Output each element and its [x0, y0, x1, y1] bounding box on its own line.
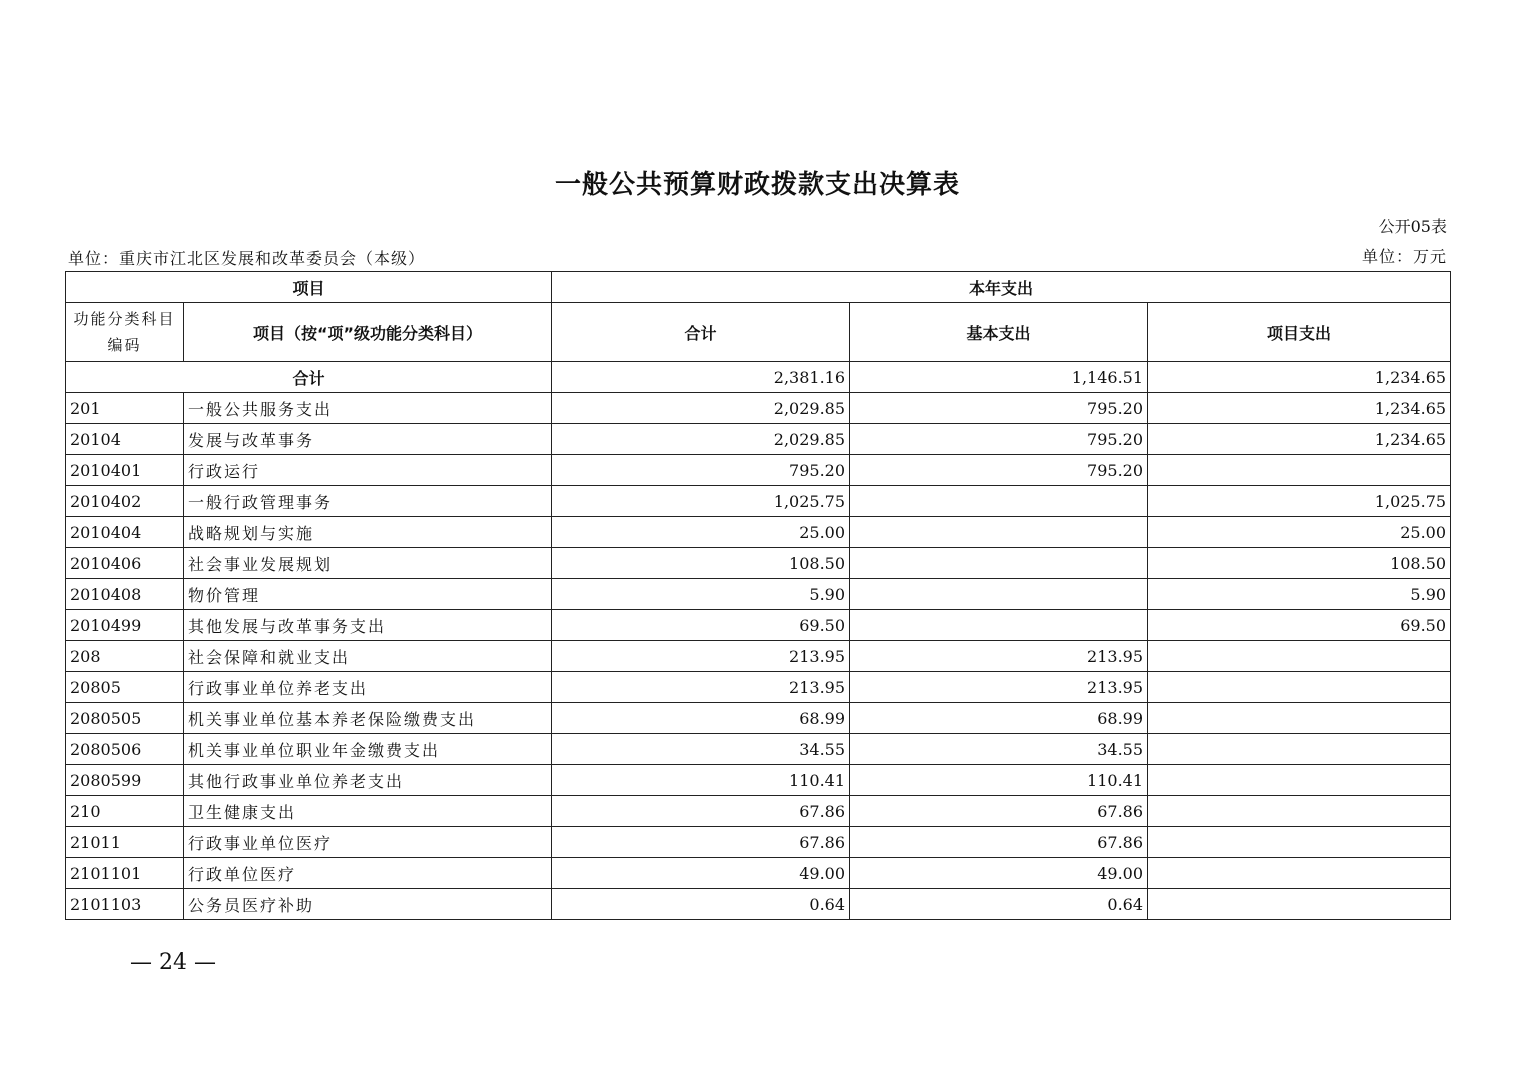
unit-organization: 单位：重庆市江北区发展和改革委员会（本级）: [68, 249, 426, 268]
row-name: 战略规划与实施: [184, 517, 552, 548]
row-code: 201: [66, 393, 184, 424]
row-total: 68.99: [552, 703, 850, 734]
row-basic: 49.00: [850, 858, 1148, 889]
row-code: 2080505: [66, 703, 184, 734]
row-project: 25.00: [1148, 517, 1451, 548]
row-name: 一般公共服务支出: [184, 393, 552, 424]
table-row: [66, 548, 1451, 579]
row-basic: [850, 517, 1148, 548]
row-code: 21011: [66, 827, 184, 858]
row-code: 2010499: [66, 610, 184, 641]
row-basic: 110.41: [850, 765, 1148, 796]
form-number: 公开05表: [1378, 217, 1447, 236]
row-name: 社会事业发展规划: [184, 548, 552, 579]
row-name: 卫生健康支出: [184, 796, 552, 827]
row-basic: [850, 579, 1148, 610]
table-row: [66, 796, 1451, 827]
row-name: 机关事业单位基本养老保险缴费支出: [184, 703, 552, 734]
row-project: 1,025.75: [1148, 486, 1451, 517]
row-total: 795.20: [552, 455, 850, 486]
row-code: 2080506: [66, 734, 184, 765]
row-project: 108.50: [1148, 548, 1451, 579]
row-basic: 213.95: [850, 672, 1148, 703]
row-code: 2010401: [66, 455, 184, 486]
header-project: 项目支出: [1148, 303, 1451, 362]
row-name: 行政事业单位医疗: [184, 827, 552, 858]
unit-currency: 单位：万元: [1361, 247, 1447, 266]
row-basic: 0.64: [850, 889, 1148, 920]
row-total: 108.50: [552, 548, 850, 579]
total-basic: 1,146.51: [850, 362, 1148, 393]
row-name: 社会保障和就业支出: [184, 641, 552, 672]
row-total: 67.86: [552, 827, 850, 858]
table-row: [66, 734, 1451, 765]
row-name: 公务员医疗补助: [184, 889, 552, 920]
row-code: 2010408: [66, 579, 184, 610]
row-total: 25.00: [552, 517, 850, 548]
row-code: 2101101: [66, 858, 184, 889]
table-row: [66, 672, 1451, 703]
table-row: [66, 517, 1451, 548]
row-project: [1148, 641, 1451, 672]
row-basic: [850, 548, 1148, 579]
row-total: 49.00: [552, 858, 850, 889]
row-total: 0.64: [552, 889, 850, 920]
row-name: 一般行政管理事务: [184, 486, 552, 517]
row-name: 行政单位医疗: [184, 858, 552, 889]
table-row: [66, 424, 1451, 455]
row-basic: 213.95: [850, 641, 1148, 672]
row-project: 5.90: [1148, 579, 1451, 610]
header-name: 项目（按“项”级功能分类科目）: [184, 303, 552, 362]
row-code: 2080599: [66, 765, 184, 796]
row-basic: 795.20: [850, 393, 1148, 424]
row-total: 1,025.75: [552, 486, 850, 517]
row-total: 110.41: [552, 765, 850, 796]
row-total: 5.90: [552, 579, 850, 610]
row-basic: [850, 486, 1148, 517]
row-code: 2010404: [66, 517, 184, 548]
row-project: [1148, 455, 1451, 486]
row-basic: [850, 610, 1148, 641]
row-project: 69.50: [1148, 610, 1451, 641]
row-code: 208: [66, 641, 184, 672]
row-project: [1148, 734, 1451, 765]
row-basic: 67.86: [850, 796, 1148, 827]
row-total: 69.50: [552, 610, 850, 641]
header-group-item: 项目: [66, 272, 552, 303]
budget-table: [65, 271, 1451, 920]
row-name: 行政运行: [184, 455, 552, 486]
row-name: 机关事业单位职业年金缴费支出: [184, 734, 552, 765]
row-project: [1148, 858, 1451, 889]
row-total: 213.95: [552, 672, 850, 703]
row-basic: 34.55: [850, 734, 1148, 765]
row-total: 67.86: [552, 796, 850, 827]
table-row: [66, 827, 1451, 858]
total-row: [66, 362, 1451, 393]
row-basic: 67.86: [850, 827, 1148, 858]
row-name: 发展与改革事务: [184, 424, 552, 455]
row-total: 34.55: [552, 734, 850, 765]
table-row: [66, 393, 1451, 424]
header-total: 合计: [552, 303, 850, 362]
row-project: 1,234.65: [1148, 393, 1451, 424]
row-project: 1,234.65: [1148, 424, 1451, 455]
row-project: [1148, 796, 1451, 827]
row-name: 其他行政事业单位养老支出: [184, 765, 552, 796]
table-row: [66, 889, 1451, 920]
row-project: [1148, 703, 1451, 734]
total-label: 合计: [66, 362, 552, 393]
row-total: 2,029.85: [552, 424, 850, 455]
row-code: 2010402: [66, 486, 184, 517]
row-project: [1148, 765, 1451, 796]
table-row: [66, 703, 1451, 734]
table-row: [66, 641, 1451, 672]
header-code: 功能分类科目编码: [66, 303, 184, 362]
row-code: 20104: [66, 424, 184, 455]
row-total: 2,029.85: [552, 393, 850, 424]
row-project: [1148, 672, 1451, 703]
table-row: [66, 765, 1451, 796]
header-group-expense: 本年支出: [552, 272, 1451, 303]
row-basic: 795.20: [850, 455, 1148, 486]
row-total: 213.95: [552, 641, 850, 672]
total-project: 1,234.65: [1148, 362, 1451, 393]
table-row: [66, 858, 1451, 889]
total-sum: 2,381.16: [552, 362, 850, 393]
page-number: — 24 —: [130, 950, 216, 975]
row-basic: 68.99: [850, 703, 1148, 734]
row-project: [1148, 827, 1451, 858]
row-code: 210: [66, 796, 184, 827]
row-code: 2101103: [66, 889, 184, 920]
row-name: 行政事业单位养老支出: [184, 672, 552, 703]
row-name: 其他发展与改革事务支出: [184, 610, 552, 641]
row-basic: 795.20: [850, 424, 1148, 455]
row-project: [1148, 889, 1451, 920]
row-code: 20805: [66, 672, 184, 703]
page-title: 一般公共预算财政拨款支出决算表: [554, 170, 960, 200]
table-row: [66, 486, 1451, 517]
header-basic: 基本支出: [850, 303, 1148, 362]
row-code: 2010406: [66, 548, 184, 579]
row-name: 物价管理: [184, 579, 552, 610]
table-row: [66, 455, 1451, 486]
table-row: [66, 610, 1451, 641]
table-row: [66, 579, 1451, 610]
